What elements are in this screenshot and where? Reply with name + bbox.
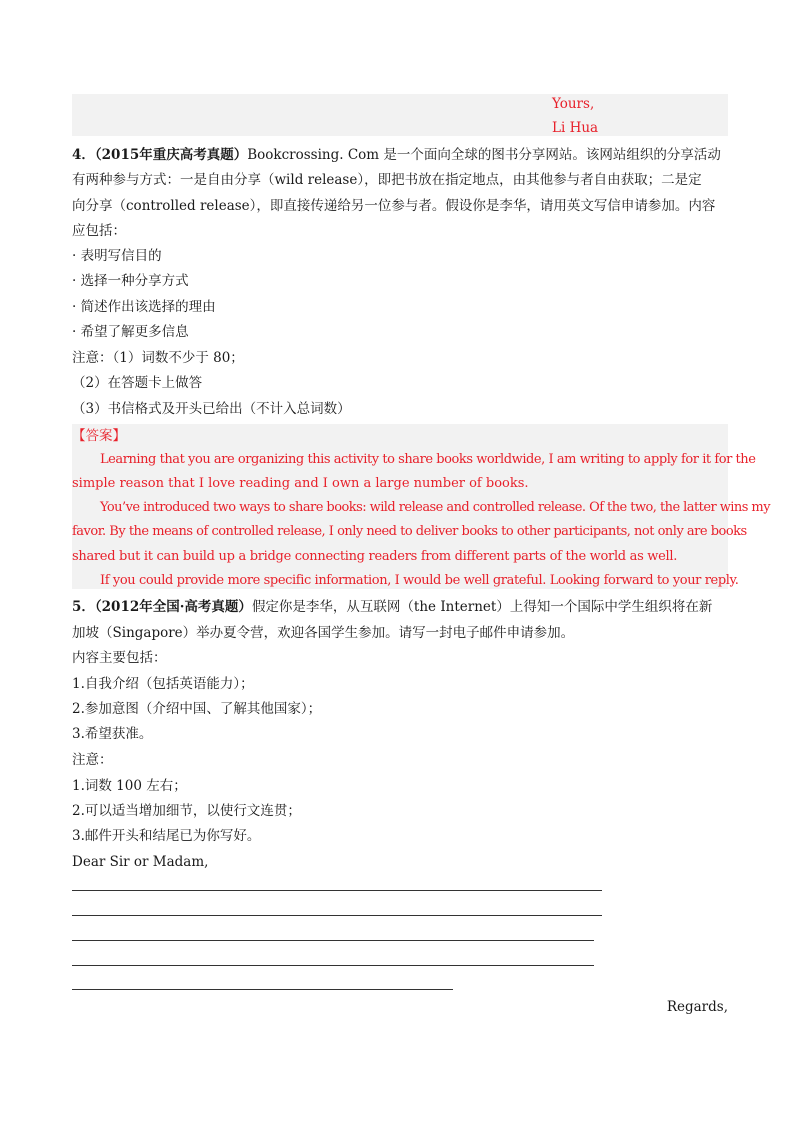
q5-line-1: [72, 597, 712, 617]
q4-line-4: 应包括：: [72, 223, 126, 239]
q5-line-2: 加坡（Singapore）举办夏令营，欢迎各国学生参加。请写一封电子邮件申请参加。: [72, 625, 575, 641]
q5-content-item: 2.参加意图（介绍中国、了解其他国家）；: [72, 701, 322, 717]
answer-rule: [72, 965, 594, 966]
answer-label: 【答案】: [72, 428, 126, 444]
answer-line: Learning that you are organizing this activity to share books worldwide, I am writing to apply for it for the: [100, 452, 756, 467]
letter-signature: Li Hua: [552, 120, 599, 136]
q5-content-item: 3.希望获准。: [72, 726, 153, 742]
answer-rule: [72, 890, 602, 891]
q4-line1-text: Bookcrossing. Com 是一个面向全球的图书分享网站。该网站组织的分享活动: [247, 147, 721, 163]
q4-bullet: · 选择一种分享方式: [72, 273, 189, 289]
q4-line-2: 有两种参与方式：一是自由分享（wild release），即把书放在指定地点，由其他参与者自由获取；二是定: [72, 172, 702, 188]
q4-bullet: · 表明写信目的: [72, 248, 162, 264]
q5-closing: Regards,: [666, 999, 728, 1015]
q5-note: 3.邮件开头和结尾已为你写好。: [72, 828, 261, 844]
answer-rule: [72, 915, 602, 916]
q5-note: 1.词数 100 左右；: [72, 778, 187, 794]
q4-number: 4．: [72, 147, 95, 163]
q4-note: 注意：（1）词数不少于 80；: [72, 350, 244, 366]
q4-source: （2015年重庆高考真题）: [94, 147, 248, 163]
q5-notes-heading: 注意：: [72, 752, 113, 768]
answer-shade-top: [72, 94, 728, 136]
q5-salutation: Dear Sir or Madam,: [72, 854, 209, 870]
q5-content-item: 1.自我介绍（包括英语能力）；: [72, 676, 254, 692]
answer-line: favor. By the means of controlled release, I only need to deliver books to other participants, not only are books: [72, 524, 747, 539]
q5-number: 5．: [72, 599, 95, 615]
answer-line: shared but it can build up a bridge connecting readers from different parts of the world as well.: [72, 549, 678, 564]
q5-note: 2.可以适当增加细节，以使行文连贯；: [72, 803, 301, 819]
letter-closing: Yours,: [552, 96, 595, 112]
q4-bullet: · 简述作出该选择的理由: [72, 299, 216, 315]
q5-line1-text: 假定你是李华，从互联网（the Internet）上得知一个国际中学生组织将在新: [251, 599, 713, 615]
q4-note: （3）书信格式及开头已给出（不计入总词数）: [72, 401, 351, 417]
answer-rule: [72, 989, 453, 990]
q4-line-1: [72, 145, 721, 165]
q5-content-heading: 内容主要包括：: [72, 650, 167, 666]
answer-rule: [72, 940, 594, 941]
answer-line: simple reason that I love reading and I own a large number of books.: [72, 476, 529, 491]
answer-line: You’ve introduced two ways to share books: wild release and controlled release. Of the two, the latter wins my: [100, 500, 771, 515]
q5-source: （2012年全国·高考真题）: [94, 599, 252, 615]
q4-note: （2）在答题卡上做答: [72, 375, 203, 391]
q4-bullet: · 希望了解更多信息: [72, 324, 189, 340]
answer-line: If you could provide more specific information, I would be well grateful. Looking forward to your reply.: [100, 573, 739, 588]
q4-line-3: 向分享（controlled release），即直接传递给另一位参与者。假设你是李华，请用英文写信申请参加。内容: [72, 198, 716, 214]
